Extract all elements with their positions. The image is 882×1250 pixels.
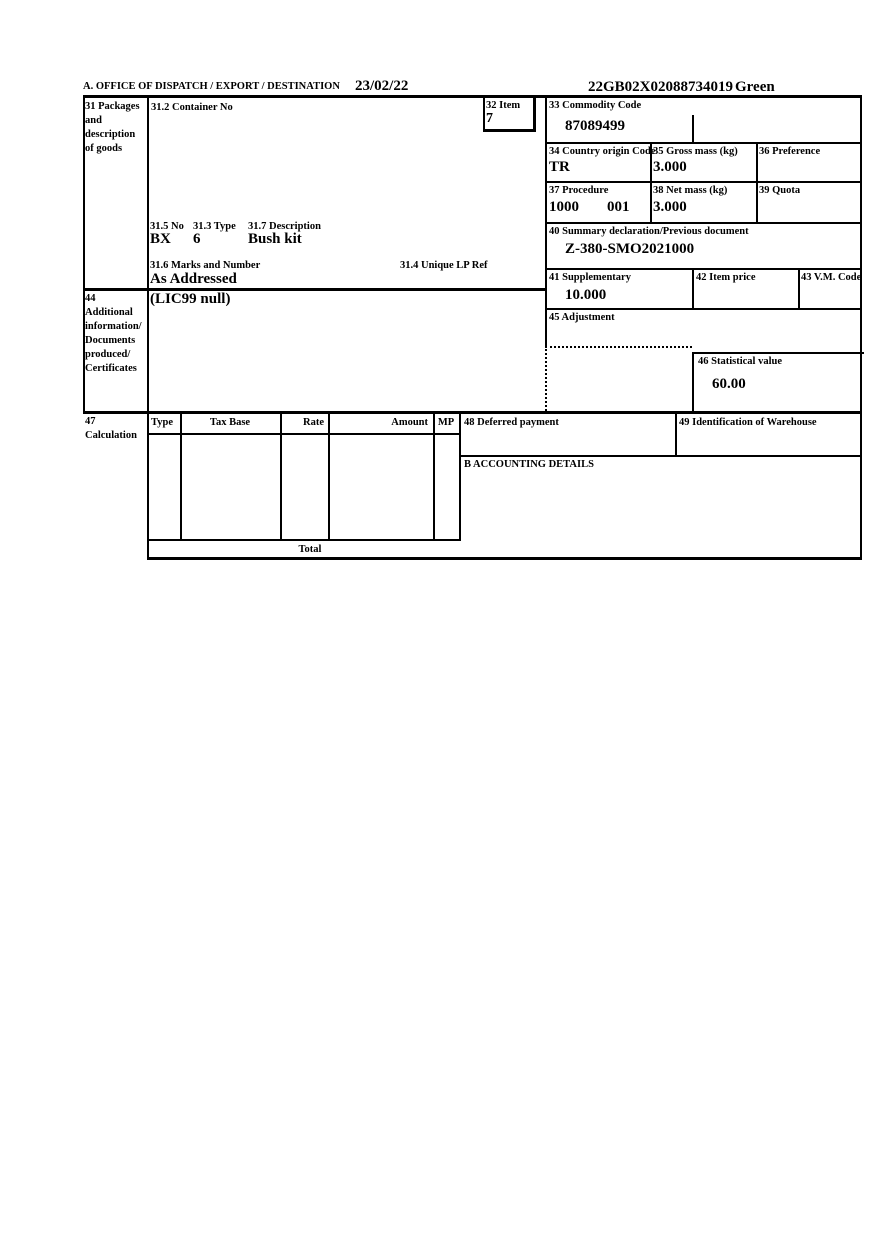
vm-code-label: 43 V.M. Code: [801, 272, 862, 283]
country-origin-label: 34 Country origin Code: [549, 146, 656, 157]
divider: [860, 95, 862, 560]
commodity-code-separator: [692, 115, 694, 142]
box44-label: 44 Additional information/ Documents produced/ Certificates: [85, 293, 142, 374]
divider: [147, 95, 149, 560]
divider: [147, 557, 862, 560]
divider: [180, 411, 182, 539]
calc-column-mp: MP: [437, 417, 455, 428]
divider: [459, 455, 862, 457]
dotted-divider: [545, 346, 547, 411]
deferred-payment-label: 48 Deferred payment: [464, 417, 559, 428]
divider: [545, 268, 862, 270]
commodity-code-label: 33 Commodity Code: [549, 100, 642, 111]
divider: [147, 539, 461, 541]
procedure-additional-code-value: 001: [607, 199, 630, 215]
calc-column-rate: Rate: [303, 417, 324, 428]
statistical-value-value: 60.00: [712, 376, 746, 392]
procedure-label: 37 Procedure: [549, 185, 609, 196]
divider: [545, 222, 862, 224]
identification-of-warehouse-label: 49 Identification of Warehouse: [679, 417, 817, 428]
country-origin-value: TR: [549, 159, 570, 175]
marks-and-number-value: As Addressed: [150, 271, 237, 287]
summary-declaration-value: Z-380-SMO2021000: [565, 241, 695, 257]
total-label: Total: [298, 544, 322, 555]
declaration-date: 23/02/22: [355, 78, 409, 94]
item-number-value: 7: [486, 111, 493, 126]
divider: [147, 433, 461, 435]
supplementary-label: 41 Supplementary: [549, 272, 631, 283]
gross-mass-label: 35 Gross mass (kg): [653, 146, 738, 157]
quota-label: 39 Quota: [759, 185, 801, 196]
item-price-label: 42 Item price: [696, 272, 756, 283]
divider: [280, 411, 282, 539]
divider: [675, 411, 677, 457]
container-no-label: 31.2 Container No: [151, 102, 233, 113]
marks-and-number-label: 31.6 Marks and Number: [150, 260, 261, 271]
unique-lp-ref-label: 31.4 Unique LP Ref: [400, 260, 488, 271]
additional-information-value: (LIC99 null): [150, 291, 231, 307]
divider: [545, 181, 862, 183]
box31-label: 31 Packages and description of goods: [85, 101, 140, 154]
summary-declaration-label: 40 Summary declaration/Previous document: [549, 226, 749, 237]
packages-no-label: 31.5 No: [150, 221, 184, 232]
divider: [798, 268, 800, 308]
divider: [433, 411, 435, 539]
routing-status: Green: [735, 79, 775, 95]
net-mass-value: 3.000: [653, 199, 687, 215]
statistical-value-label: 46 Statistical value: [698, 356, 782, 367]
item-number-label: 32 Item: [486, 100, 521, 111]
goods-description-value: Bush kit: [248, 231, 302, 247]
box47-label: 47 Calculation: [85, 416, 137, 441]
office-of-dispatch-label: A. OFFICE OF DISPATCH / EXPORT / DESTINATION: [83, 81, 340, 92]
net-mass-label: 38 Net mass (kg): [653, 185, 728, 196]
accounting-details-label: B ACCOUNTING DETAILS: [464, 459, 594, 470]
dotted-divider: [545, 346, 692, 348]
divider: [545, 142, 862, 144]
calc-column-type: Type: [151, 417, 173, 428]
packages-no-value: BX: [150, 231, 171, 247]
divider: [328, 411, 330, 539]
divider: [692, 268, 694, 308]
divider: [545, 308, 862, 310]
adjustment-label: 45 Adjustment: [549, 312, 615, 323]
packages-type-value: 6: [193, 231, 201, 247]
divider: [83, 95, 862, 98]
gross-mass-value: 3.000: [653, 159, 687, 175]
divider: [459, 411, 461, 539]
calc-column-amount: Amount: [391, 417, 428, 428]
procedure-code-value: 1000: [549, 199, 579, 215]
divider: [756, 142, 758, 222]
calc-column-tax-base: Tax Base: [209, 417, 251, 428]
supplementary-value: 10.000: [565, 287, 607, 303]
movement-reference-number: 22GB02X02088734019: [588, 79, 734, 95]
preference-label: 36 Preference: [759, 146, 821, 157]
goods-description-label: 31.7 Description: [248, 221, 321, 232]
commodity-code-value: 87089499: [565, 118, 625, 134]
packages-type-label: 31.3 Type: [193, 221, 236, 232]
